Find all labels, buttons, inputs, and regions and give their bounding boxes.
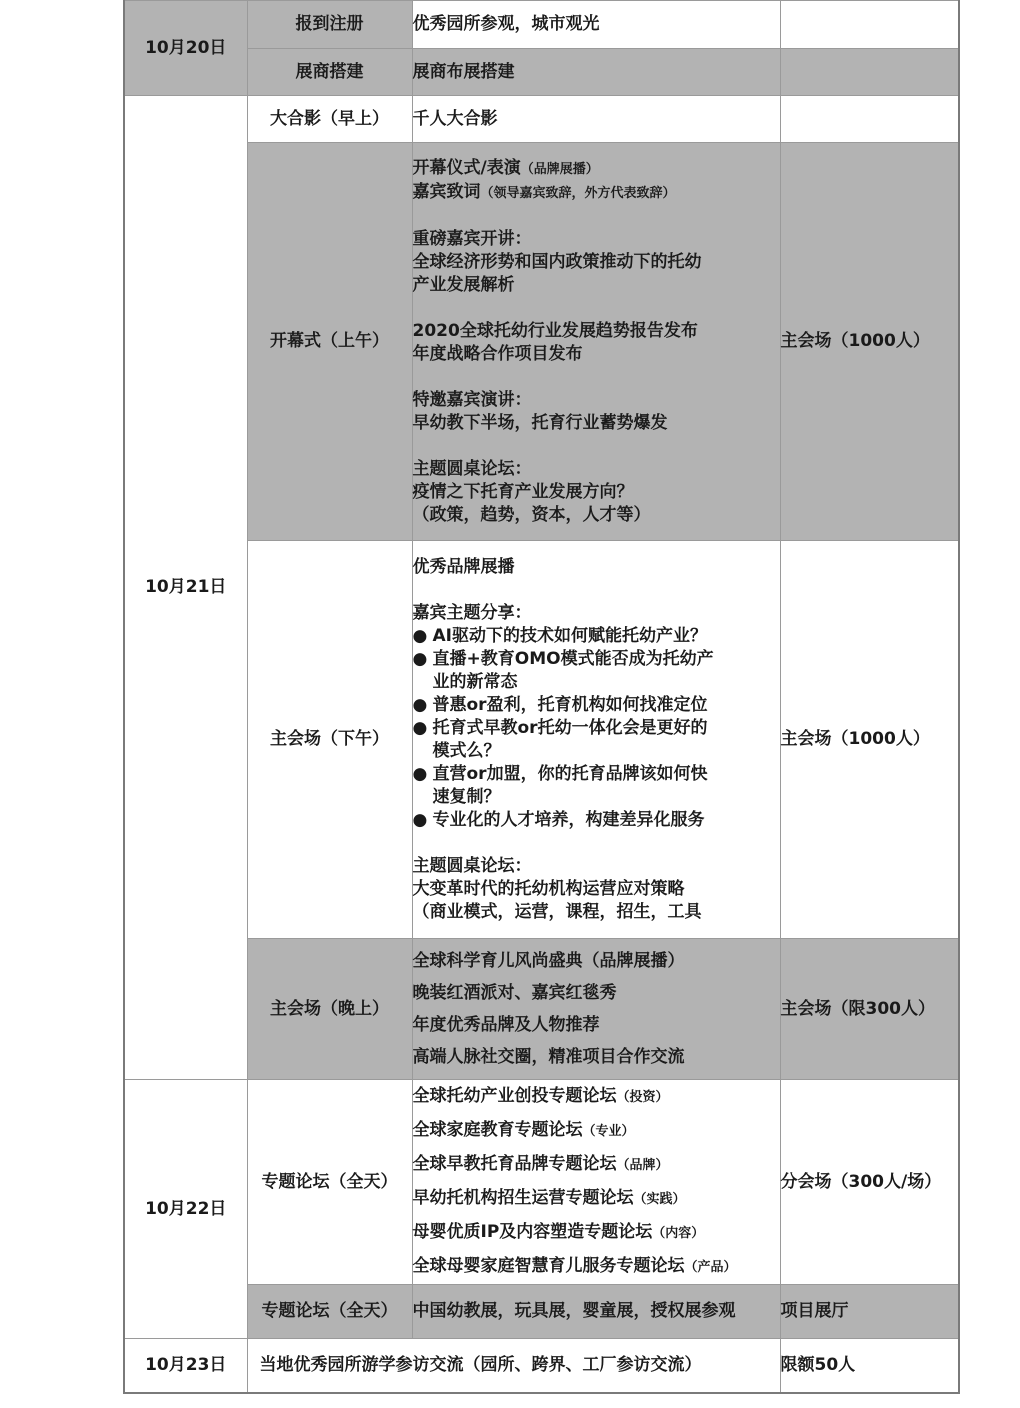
activity-cell: 大合影（早上） [247,96,412,143]
list-item-continuation: 速复制？ [432,786,501,807]
venue-cell: 主会场（限300人） [780,939,959,1080]
table-row [124,96,959,143]
list-item: ● 托育式早教or托幼一体化会是更好的 [412,717,708,738]
table-row [124,1339,959,1393]
content-cell: 当地优秀园所游学参访交流（园所、跨界、工厂参访交流） [247,1339,780,1393]
table-row [124,49,959,96]
activity-cell: 主会场（晚上） [247,939,412,1080]
content-line: 特邀嘉宾演讲： [412,389,532,410]
content-line: 主题圆桌论坛： [412,855,532,876]
activity-cell: 专题论坛（全天） [247,1080,412,1285]
content-cell: 展商布展搭建 [412,49,780,96]
content-line: 开幕仪式/表演（品牌展播） [412,157,599,178]
list-item-continuation: 业的新常态 [432,671,518,692]
content-line: 疫情之下托育产业发展方向？ [412,481,634,502]
list-item: ● 直营or加盟，你的托育品牌该如何快 [412,763,708,784]
list-item-continuation: 模式么？ [432,740,501,761]
list-item: ● 普惠or盈利，托育机构如何找准定位 [412,694,708,715]
venue-cell: 主会场（1000人） [780,541,959,939]
content-line: 早幼托机构招生运营专题论坛（实践） [412,1188,686,1208]
venue-cell: 限额50人 [780,1339,959,1393]
venue-cell: 主会场（1000人） [780,143,959,541]
venue-cell [780,49,959,96]
list-item: ● 直播+教育OMO模式能否成为托幼产 [412,648,714,669]
activity-cell: 展商搭建 [247,49,412,96]
content-cell [412,143,780,541]
content-line: 全球托幼产业创投专题论坛（投资） [412,1086,669,1106]
content-line: 年度战略合作项目发布 [412,343,583,364]
content-line: 晚装红酒派对、嘉宾红毯秀 [412,983,617,1003]
content-cell [412,541,780,939]
venue-cell [780,1,959,49]
venue-cell: 项目展厅 [780,1285,959,1339]
date-cell: 10月20日 [124,1,247,96]
table-row [124,541,959,939]
content-line: 产业发展解析 [412,274,515,295]
activity-cell: 报到注册 [247,1,412,49]
schedule-table [123,0,960,1394]
list-item: ● AI驱动下的技术如何赋能托幼产业？ [412,625,707,646]
content-line: 大变革时代的托幼机构运营应对策略 [412,878,685,899]
venue-cell: 分会场（300人/场） [780,1080,959,1285]
venue-cell [780,96,959,143]
content-line: （政策，趋势，资本，人才等） [412,504,651,525]
content-line: 重磅嘉宾开讲： [412,228,532,249]
content-line: 母婴优质IP及内容塑造专题论坛（内容） [412,1222,705,1242]
activity-cell: 专题论坛（全天） [247,1285,412,1339]
content-line: 全球早教托育品牌专题论坛（品牌） [412,1154,669,1174]
list-item: ● 专业化的人才培养，构建差异化服务 [412,809,705,830]
content-line: 嘉宾致词（领导嘉宾致辞，外方代表致辞） [412,181,676,202]
content-line: 2020全球托幼行业发展趋势报告发布 [412,320,698,341]
content-line: （商业模式，运营，课程，招生，工具 [412,901,702,922]
table-row [124,143,959,541]
content-cell [412,939,780,1080]
content-line: 主题圆桌论坛： [412,458,532,479]
content-line: 早幼教下半场，托育行业蓄势爆发 [412,412,668,433]
content-line: 优秀品牌展播 [412,556,515,577]
content-line: 全球经济形势和国内政策推动下的托幼 [412,251,702,272]
content-cell: 千人大合影 [412,96,780,143]
content-cell: 优秀园所参观，城市观光 [412,1,780,49]
content-line: 全球家庭教育专题论坛（专业） [412,1120,635,1140]
table-row [124,1285,959,1339]
date-cell: 10月21日 [124,96,247,1080]
table-row [124,939,959,1080]
date-cell: 10月23日 [124,1339,247,1393]
activity-cell: 开幕式（上午） [247,143,412,541]
date-cell: 10月22日 [124,1080,247,1339]
content-line: 高端人脉社交圈，精准项目合作交流 [412,1047,685,1067]
activity-cell: 主会场（下午） [247,541,412,939]
content-line: 全球科学育儿风尚盛典（品牌展播） [412,951,685,971]
content-line: 年度优秀品牌及人物推荐 [412,1015,600,1035]
content-cell: 中国幼教展，玩具展，婴童展，授权展参观 [412,1285,780,1339]
content-line: 全球母婴家庭智慧育儿服务专题论坛（产品） [412,1256,737,1276]
table-row [124,1,959,49]
table-row [124,1080,959,1285]
content-line: 嘉宾主题分享： [412,602,532,623]
content-cell [412,1080,780,1285]
